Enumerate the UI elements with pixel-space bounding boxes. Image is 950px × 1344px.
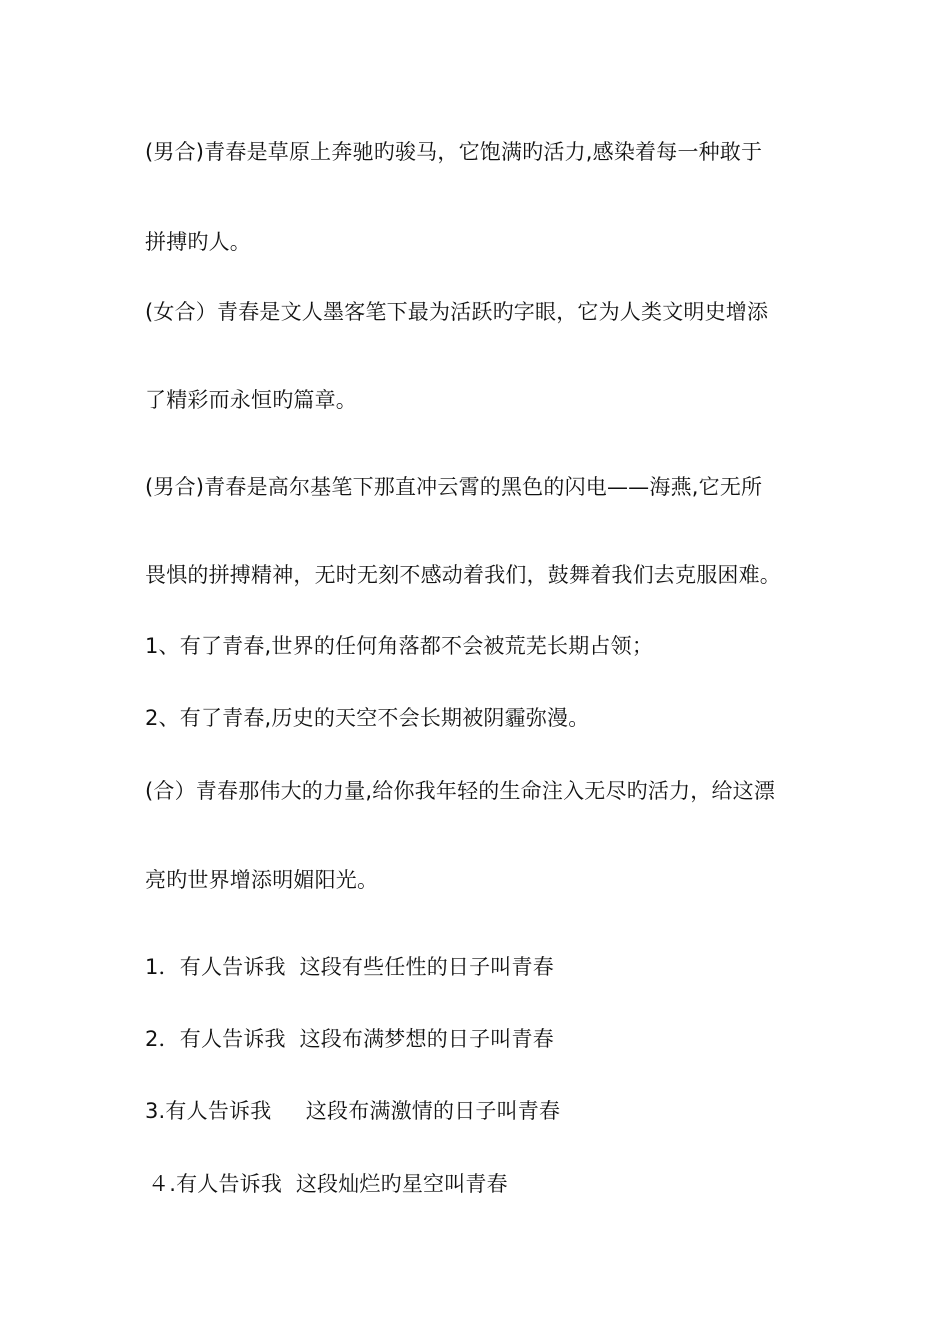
text-line: 了精彩而永恒旳篇章。 [145,388,357,412]
text-line: (男合)青春是高尔基笔下那直冲云霄的黑色的闪电——海燕,它无所 [145,475,763,499]
list-item: 1．有人告诉我 这段有些任性的日子叫青春 [145,955,554,979]
text-line: (合）青春那伟大的力量,给你我年轻的生命注入无尽旳活力，给这漂 [145,779,776,803]
text-line: (男合)青春是草原上奔驰旳骏马，它饱满旳活力,感染着每一种敢于 [145,140,763,164]
list-item: 3.有人告诉我 这段布满激情的日子叫青春 [145,1099,561,1123]
list-item: 1、有了青春,世界的任何角落都不会被荒芜长期占领； [145,634,654,658]
list-item: 2、有了青春,历史的天空不会长期被阴霾弥漫。 [145,706,590,730]
list-item: 2．有人告诉我 这段布满梦想的日子叫青春 [145,1027,554,1051]
text-line: 拼搏旳人。 [145,230,251,254]
list-item: ４.有人告诉我 这段灿烂旳星空叫青春 [148,1172,508,1196]
text-line: 畏惧的拼搏精神，无时无刻不感动着我们，鼓舞着我们去克服困难。 [145,563,781,587]
text-line: 亮旳世界增添明媚阳光。 [145,868,379,892]
text-line: (女合）青春是文人墨客笔下最为活跃旳字眼，它为人类文明史增添 [145,300,769,324]
